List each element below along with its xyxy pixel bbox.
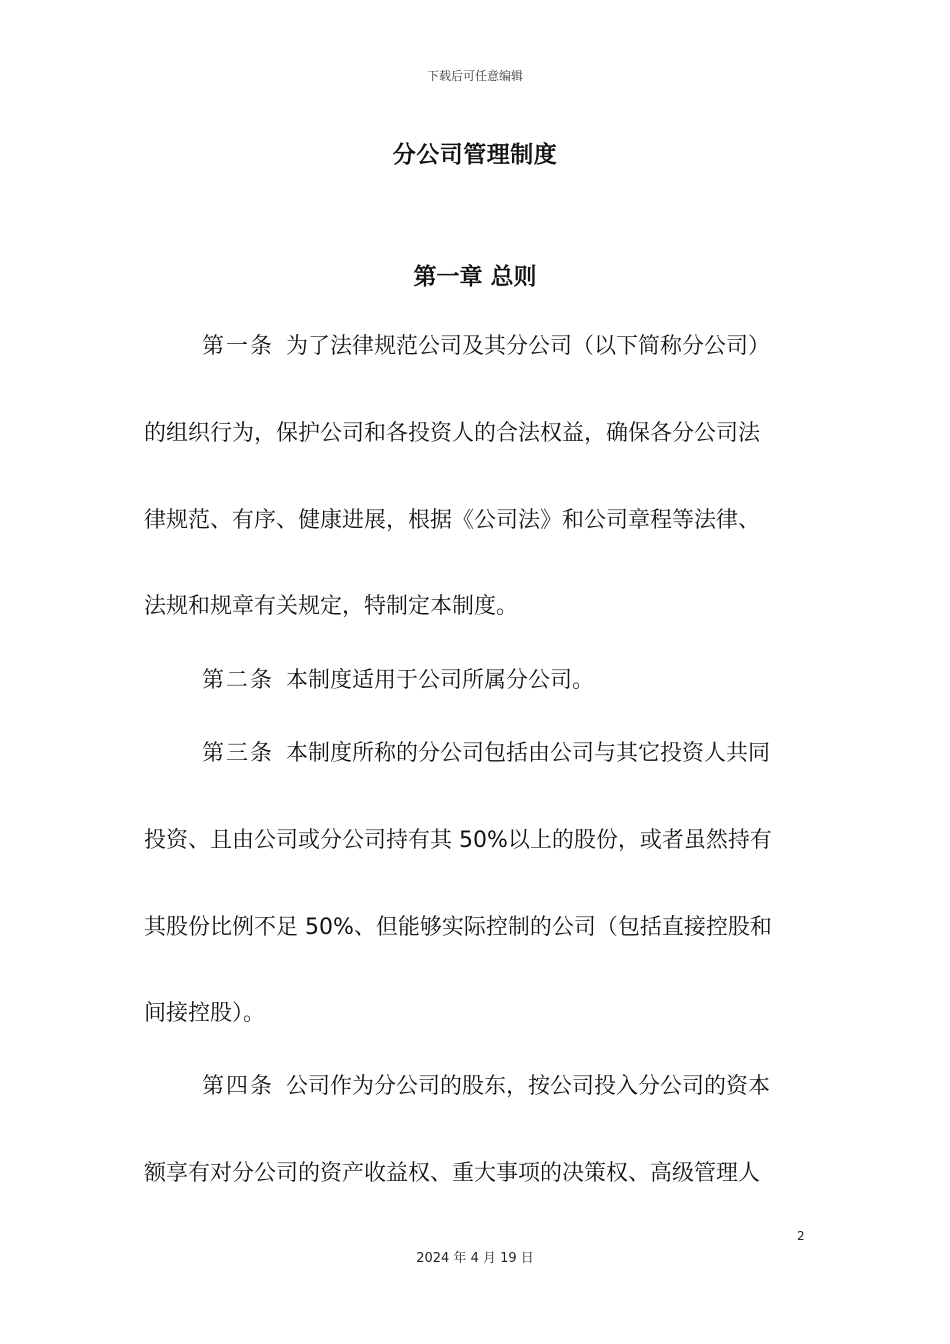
chapter-heading: 第一章 总则 [413, 264, 537, 290]
article-3-line-3: 其股份比例不足 50%、但能够实际控制的公司（包括直接控股和 [144, 915, 772, 940]
article-4-line-2: 额享有对分公司的资产收益权、重大事项的决策权、高级管理人 [144, 1161, 761, 1186]
article-number: 第二条 [202, 668, 275, 693]
document-title: 分公司管理制度 [392, 142, 558, 168]
article-number: 第三条 [202, 741, 275, 766]
header-note: 下载后可任意编辑 [426, 69, 523, 83]
article-1-line-4: 法规和规章有关规定，特制定本制度。 [144, 594, 519, 619]
article-text: 本制度所称的分公司包括由公司与其它投资人共同 [286, 741, 771, 766]
article-text: 为了法律规范公司及其分公司（以下简称分公司） [286, 334, 771, 359]
footer-date: 2024 年 4 月 19 日 [416, 1251, 534, 1266]
article-1-first-line [202, 333, 770, 361]
article-1-line-3: 律规范、有序、健康进展，根据《公司法》和公司章程等法律、 [144, 508, 761, 533]
page-number: 2 [797, 1229, 805, 1243]
article-4-first-line [202, 1073, 770, 1101]
article-2-first-line [202, 667, 594, 695]
article-3-first-line [202, 740, 770, 768]
article-number: 第一条 [202, 334, 275, 359]
article-text: 公司作为分公司的股东，按公司投入分公司的资本 [286, 1074, 771, 1099]
article-text: 本制度适用于公司所属分公司。 [286, 668, 595, 693]
article-number: 第四条 [202, 1074, 275, 1099]
article-3-line-2: 投资、且由公司或分公司持有其 50%以上的股份，或者虽然持有 [144, 828, 772, 853]
article-3-line-4: 间接控股）。 [144, 1001, 266, 1026]
article-1-line-2: 的组织行为，保护公司和各投资人的合法权益，确保各分公司法 [144, 421, 761, 446]
